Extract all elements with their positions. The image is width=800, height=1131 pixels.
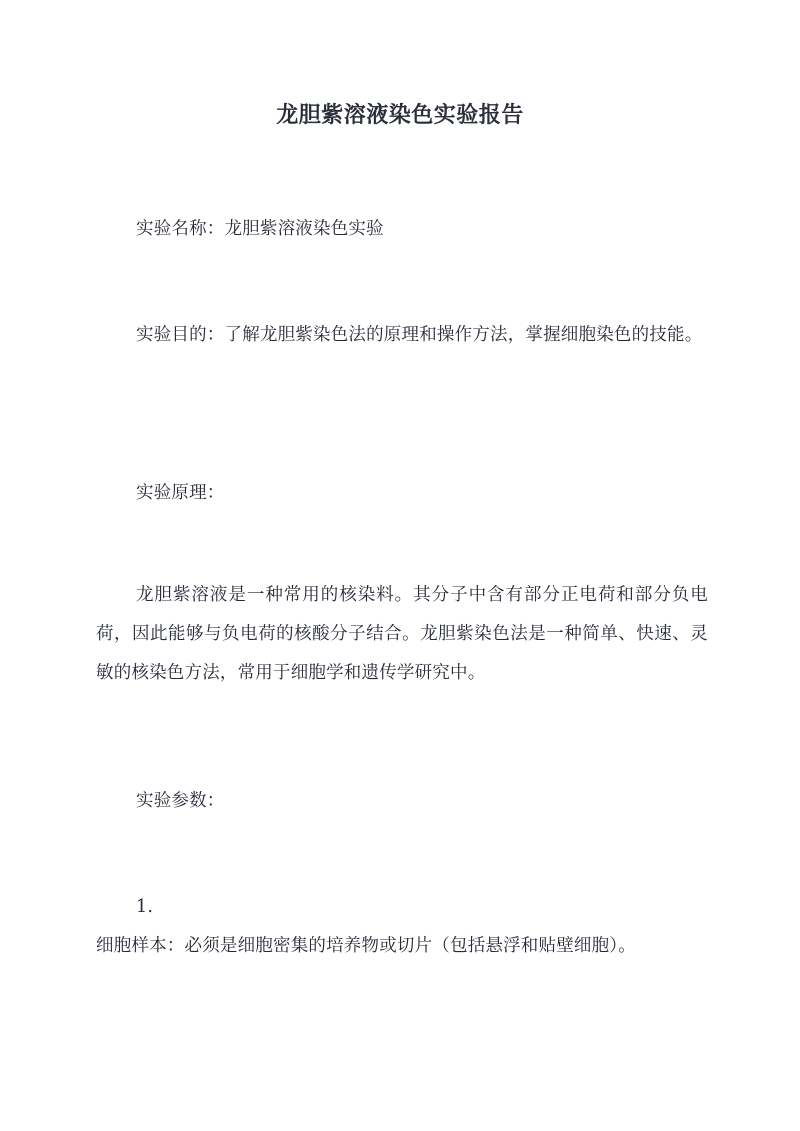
experiment-purpose-paragraph: 实验目的：了解龙胆紫染色法的原理和操作方法，掌握细胞染色的技能。 bbox=[136, 325, 703, 345]
parameters-heading: 实验参数： bbox=[136, 791, 225, 811]
principle-heading: 实验原理： bbox=[136, 483, 225, 503]
list-item-text: 细胞样本：必须是细胞密集的培养物或切片（包括悬浮和贴壁细胞）。 bbox=[96, 936, 636, 956]
experiment-name-paragraph: 实验名称：龙胆紫溶液染色实验 bbox=[136, 219, 384, 239]
list-item-number: 1. bbox=[136, 897, 154, 917]
principle-paragraph: 龙胆紫溶液是一种常用的核染料。其分子中含有部分正电荷和部分负电荷，因此能够与负电荷的核酸分子结合。龙胆紫染色法是一种简单、快速、灵敏的核染色方法，常用于细胞学和遗传学研究中。 bbox=[96, 585, 708, 683]
document-title: 龙胆紫溶液染色实验报告 bbox=[276, 102, 524, 128]
